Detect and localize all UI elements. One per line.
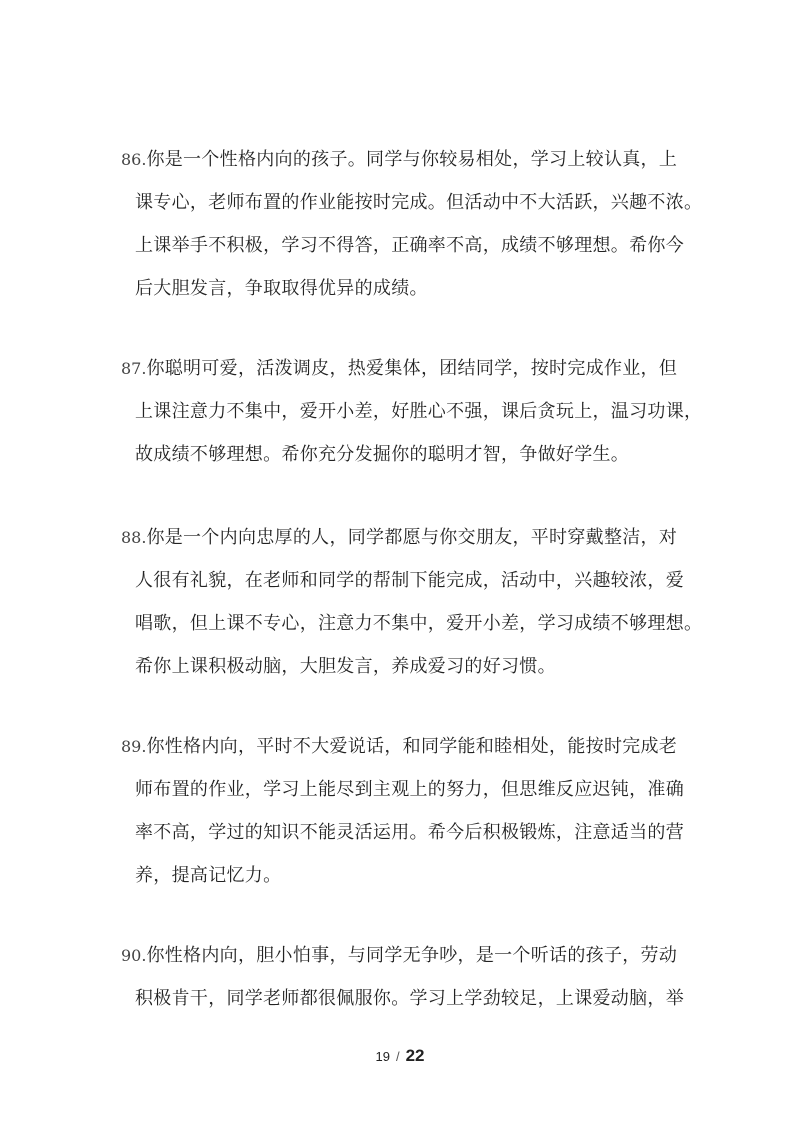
entry-line: 养，提高记忆力。 xyxy=(135,865,282,886)
entry-line: 希你上课积极动脑，大胆发言，养成爱习的好习惯。 xyxy=(135,656,556,677)
page-separator: / xyxy=(395,1049,400,1064)
entry-line: 上课举手不积极，学习不得答，正确率不高，成绩不够理想。希你今 xyxy=(135,235,684,256)
entry-line xyxy=(121,347,691,390)
entry-text: 你聪明可爱，活泼调皮，热爱集体，团结同学，按时完成作业，但 xyxy=(146,358,678,379)
entry-87 xyxy=(121,347,703,476)
entry-line: 课专心，老师布置的作业能按时完成。但活动中不大活跃，兴趣不浓。 xyxy=(135,192,703,213)
entry-text: 你性格内向，平时不大爱说话，和同学能和睦相处，能按时完成老 xyxy=(146,736,678,757)
entry-text: 你是一个内向忠厚的人，同学都愿与你交朋友，平时穿戴整洁，对 xyxy=(146,527,678,548)
entry-text: 你是一个性格内向的孩子。同学与你较易相处，学习上较认真，上 xyxy=(146,149,678,170)
entry-line xyxy=(121,138,691,181)
entry-text: 你性格内向，胆小怕事，与同学无争吵，是一个听话的孩子，劳动 xyxy=(146,945,678,966)
entry-line: 故成绩不够理想。希你充分发掘你的聪明才智，争做好学生。 xyxy=(135,444,630,465)
entry-88 xyxy=(121,516,703,688)
entry-89 xyxy=(121,725,691,897)
entry-line xyxy=(121,725,691,768)
page-number-footer xyxy=(0,1046,800,1066)
entry-number: 89. xyxy=(121,737,147,756)
entry-line: 积极肯干，同学老师都很佩服你。学习上学劲较足，上课爱动脑，举 xyxy=(135,988,684,1009)
total-pages-number: 22 xyxy=(405,1046,425,1065)
entry-number: 90. xyxy=(121,946,147,965)
current-page-number: 19 xyxy=(375,1049,390,1064)
entry-number: 88. xyxy=(121,528,147,547)
entry-number: 86. xyxy=(121,150,147,169)
entry-90 xyxy=(121,934,691,1020)
entry-line xyxy=(121,934,691,977)
entry-number: 87. xyxy=(121,359,147,378)
entry-line: 师布置的作业，学习上能尽到主观上的努力，但思维反应迟钝，准确 xyxy=(135,779,684,800)
entry-line: 率不高，学过的知识不能灵活运用。希今后积极锻炼，注意适当的营 xyxy=(135,822,684,843)
entry-line xyxy=(121,516,691,559)
entry-86 xyxy=(121,138,703,310)
entry-line: 唱歌，但上课不专心，注意力不集中，爱开小差，学习成绩不够理想。 xyxy=(135,613,703,634)
entry-line: 上课注意力不集中，爱开小差，好胜心不强，课后贪玩上，温习功课， xyxy=(135,401,703,422)
entry-line: 后大胆发言，争取取得优异的成绩。 xyxy=(135,278,428,299)
entry-line: 人很有礼貌，在老师和同学的帮制下能完成，活动中，兴趣较浓，爱 xyxy=(135,570,684,591)
